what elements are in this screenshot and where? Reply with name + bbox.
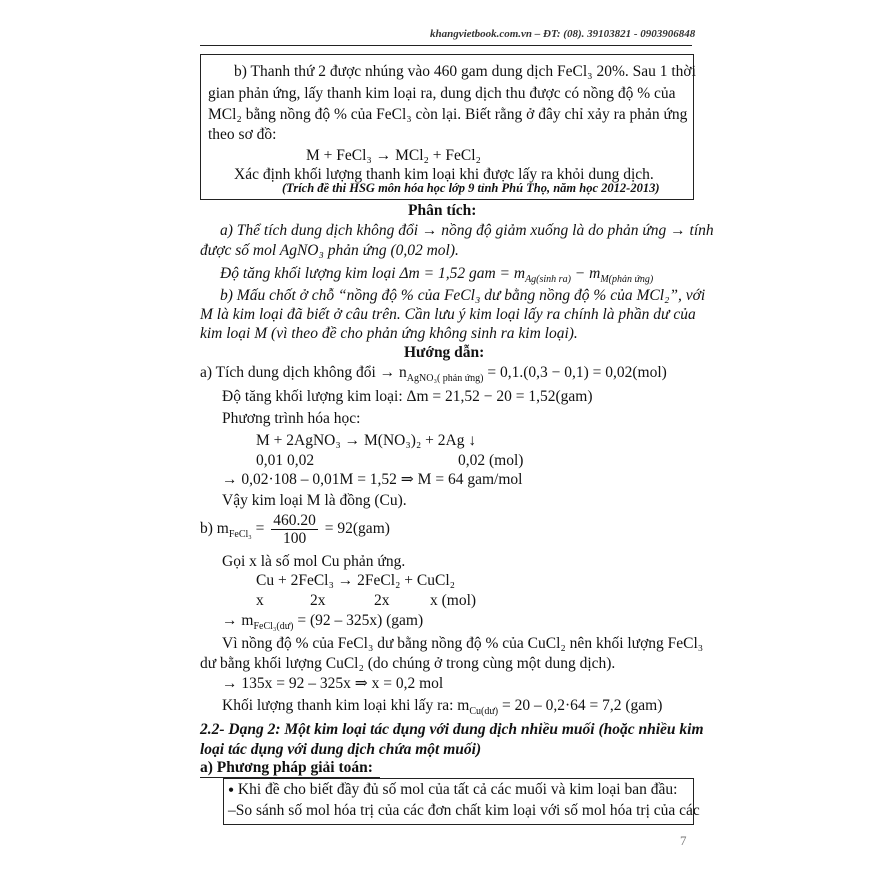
- guide-conclusion-1: Vậy kim loại M là đồng (Cu).: [222, 492, 407, 509]
- problem-source: (Trích đề thi HSG môn hóa học lớp 9 tỉnh Phú Thọ, năm học 2012-2013): [282, 181, 660, 195]
- guide-remaining-fecl3: → $m_{FeCl_3(dư)} = (92 - 325x)$ (gam): [222, 612, 424, 633]
- analysis-a-line-3: Độ tăng khối lượng kim loại Δm = 1,52 gam = $m_{Ag(sinh ra)} - m_{M(phản ứng)}$: [220, 265, 654, 286]
- problem-line-4: theo sơ đồ:: [208, 126, 277, 143]
- analysis-a-line-2: được số mol AgNO₃ phản ứng (0,02 mol).: [200, 242, 459, 259]
- analysis-b-line-3: kim loại M (vì theo đề cho phản ứng không sinh ra kim loại).: [200, 325, 578, 342]
- guide-pt-label: Phương trình hóa học:: [222, 410, 361, 427]
- header-rule: [200, 45, 692, 46]
- guide-equation-2-x2: 2x: [310, 592, 326, 609]
- guide-define-x: Gọi x là số mol Cu phản ứng.: [222, 553, 406, 570]
- guide-equation-2-x4: x (mol): [430, 592, 477, 609]
- guide-final: Khối lượng thanh kim loại khi lấy ra: $m_{Cu(dư)} = 20 - 0,2\cdot 64 = 7,2$ (gam): [222, 697, 663, 718]
- analysis-a-line-1: a) Thể tích dung dịch không đổi → nồng độ giảm xuống là do phản ứng → tính: [220, 222, 714, 239]
- problem-line-2: gian phản ứng, lấy thanh kim loại ra, dung dịch thu được có nồng độ % của: [208, 85, 676, 102]
- guide-equation-2: Cu + 2FeCl₃ → 2FeCl₂ + CuCl₂: [256, 572, 456, 589]
- section-heading-line-1: 2.2- Dạng 2: Một kim loại tác dụng với dung dịch nhiều muối (hoặc nhiều kim: [200, 721, 704, 738]
- method-dash-line: –So sánh số mol hóa trị của các đơn chất kim loại với số mol hóa trị của các: [228, 802, 700, 819]
- guide-title: Hướng dẫn:: [404, 344, 485, 361]
- page-header: khangvietbook.com.vn – ĐT: (08). 39103821 - 0903906848: [430, 28, 696, 40]
- problem-line-3: MCl₂ bằng nồng độ % của FeCl₃ còn lại. Biết rằng ở đây chỉ xảy ra phản ứng: [208, 106, 688, 123]
- section-heading-line-2: loại tác dụng với dung dịch chứa một muối): [200, 741, 482, 758]
- guide-calc-1: → 0,02·108 – 0,01M = 1,52 ⇒ M = 64 gam/mol: [222, 471, 523, 488]
- page-number: 7: [680, 833, 687, 848]
- guide-delta-m: Độ tăng khối lượng kim loại: Δm = 21,52 − 20 = 1,52(gam): [222, 388, 593, 405]
- guide-equation-1: M + 2AgNO₃ → M(NO₃)₂ + 2Ag ↓: [256, 432, 477, 449]
- guide-equation-1-moles: 0,01 0,02: [256, 452, 315, 469]
- guide-b-mass: b) $m_{FeCl_3}$ = $\frac{460.20}{100}$ = 92(gam): [200, 512, 390, 547]
- guide-reason-line-2: dư bằng khối lượng CuCl₂ (do chúng ở trong cùng một dung dịch).: [200, 655, 616, 672]
- method-bullet-line: ● Khi đề cho biết đầy đủ số mol của tất cả các muối và kim loại ban đầu:: [228, 781, 678, 798]
- guide-a-line: a) Tích dung dịch không đổi → $n_{AgNO_3( phản ứng)} = 0,1.(0,3 - 0,1) = 0,02(mol)$: [200, 364, 667, 385]
- analysis-b-line-1: b) Mấu chốt ở chỗ “nồng độ % của FeCl₃ dư bằng nồng độ % của MCl₂”, với: [220, 287, 706, 304]
- guide-equation-2-x3: 2x: [374, 592, 390, 609]
- guide-equation-2-x1: x: [256, 592, 264, 609]
- guide-equation-1-moles-2: 0,02 (mol): [458, 452, 524, 469]
- problem-line-1: b) Thanh thứ 2 được nhúng vào 460 gam dung dịch FeCl₃ 20%. Sau 1 thời: [234, 63, 696, 80]
- analysis-b-line-2: M là kim loại đã biết ở câu trên. Cần lưu ý kim loại lấy ra chính là phần dư của: [200, 306, 696, 323]
- problem-line-6: Xác định khối lượng thanh kim loại khi được lấy ra khỏi dung dịch.: [234, 166, 654, 183]
- problem-reaction: M + FeCl₃ → MCl₂ + FeCl₂: [306, 147, 481, 164]
- bullet-icon: ●: [228, 784, 235, 796]
- guide-reason-line-1: Vì nồng độ % của FeCl₃ dư bằng nồng độ % của CuCl₂ nên khối lượng FeCl₃: [222, 635, 704, 652]
- guide-calc-2: → 135x = 92 – 325x ⇒ x = 0,2 mol: [222, 675, 444, 692]
- method-title: a) Phương pháp giải toán:: [200, 759, 373, 776]
- analysis-title: Phân tích:: [408, 202, 477, 219]
